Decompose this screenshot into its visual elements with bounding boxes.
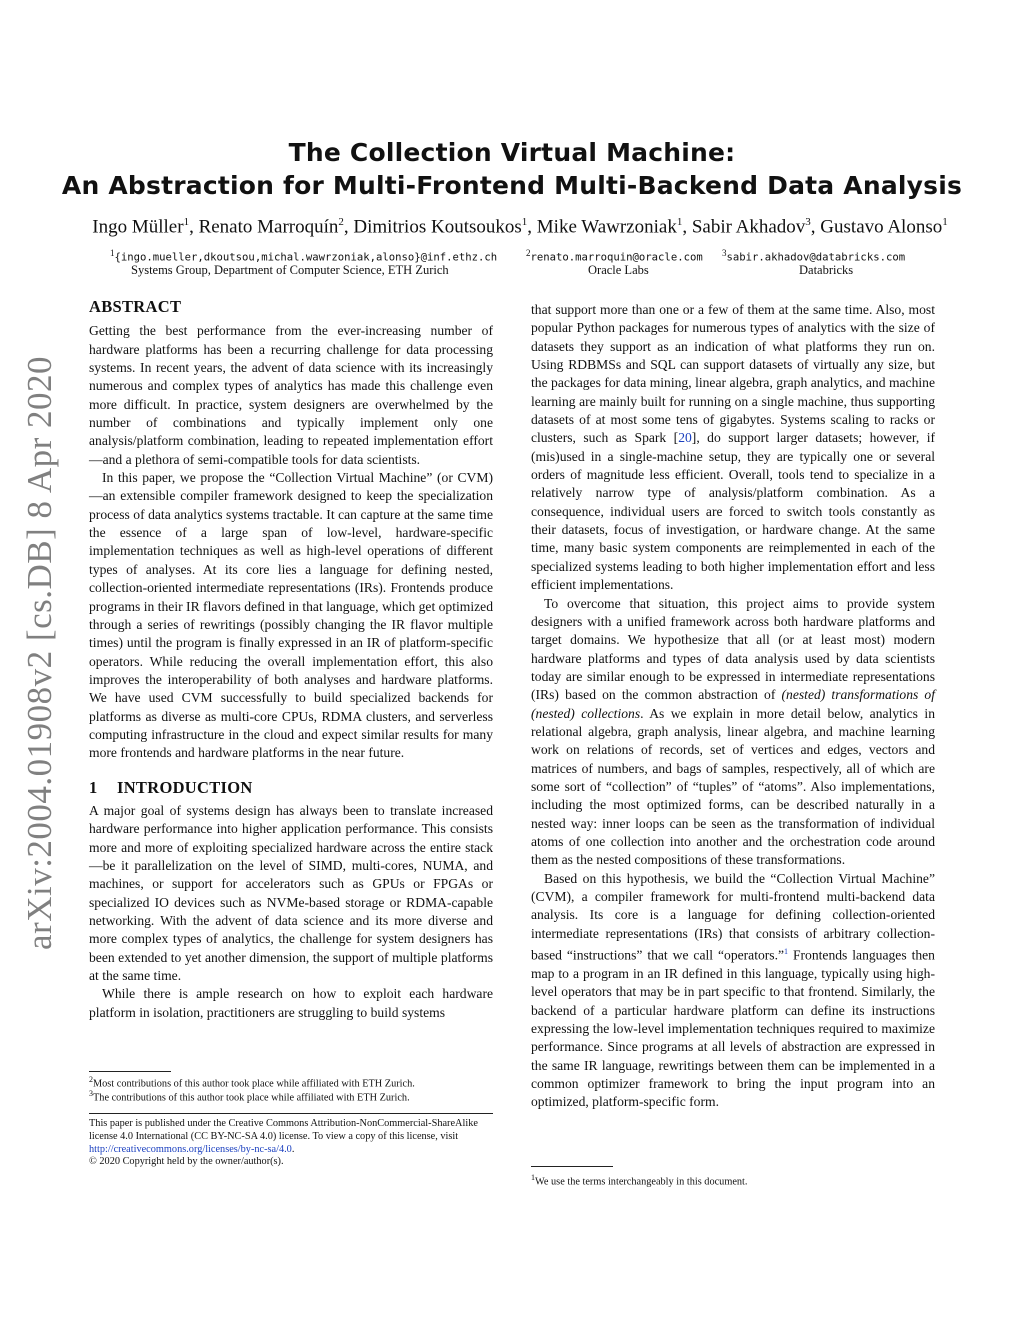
email-text: renato.marroquin@oracle.com: [530, 251, 703, 264]
section-title: INTRODUCTION: [117, 777, 253, 797]
affiliation-oracle: Oracle Labs: [588, 263, 649, 277]
email-text: {ingo.mueller,dkoutsou,michal.wawrzoniak,alonso}@inf.ethz.ch: [114, 251, 498, 264]
abstract-paragraph: Getting the best performance from the ever-increasing number of hardware platforms has been a recurring challenge for data processing systems. In recent years, the advent of data science with its increasingly numerous and complex types of analytics has made this challenge even more difficult. In practice, system designers are overwhelmed by the number of combinations and typically implement only one analysis/platform combination, leading to repeated implementation effort—and a plethora of semi-compatible tools for data scientists.: [89, 323, 493, 467]
copyright-text: © 2020 Copyright held by the owner/author(s).: [89, 1156, 284, 1168]
affiliation-databricks: Databricks: [799, 263, 854, 277]
footnote-text: Most contributions of this author took place while affiliated with ETH Zurich.: [93, 1078, 415, 1090]
author-mark: 1: [521, 216, 528, 228]
text-run: To overcome that situation, this project aims to provide system designers with a unified framework across both hardware platforms and target domains. We hypothesize that all (or at least most) modern hardware platforms and types of data analysis used by data scientists today are similar enough to be expressed in intermediate representations (IRs) based on the common abstraction of: [531, 595, 935, 703]
intro-paragraph: [531, 595, 935, 870]
affiliation-eth: Systems Group, Department of Computer Science, ETH Zurich: [131, 263, 449, 277]
author-mark: 3: [805, 216, 811, 228]
intro-heading: [89, 779, 493, 797]
intro-paragraph: A major goal of systems design has always been to translate increased hardware performance into higher application performance. This consists more and more of exploiting specialized hardware across the entire stack—be it parallelization on the level of SIMD, multi-cores, NUMA, and machines, or support for accelerators such as GPUs or FPGAs or specialized IO devices such as NVMe-based storage or RDMA-capable networking. With the advent of data science and its more diverse and more complex types of analytics, the challenge for system designers has been extended to yet another dimension, the support of multiple platforms at the same time.: [89, 802, 493, 984]
citation-link[interactable]: 20: [678, 430, 692, 446]
arxiv-stamp: arXiv:2004.01908v2 [cs.DB] 8 Apr 2020: [20, 355, 59, 950]
footnote-rule: [89, 1071, 171, 1072]
footnote-text: The contributions of this author took place while affiliated with ETH Zurich.: [93, 1092, 410, 1104]
license-link[interactable]: http://creativecommons.org/licenses/by-nc-sa/4.0: [89, 1143, 292, 1155]
text-run: ], do support larger datasets; however, if (mis)used in a single-machine setup, they are typically one or several orders of magnitude less efficient. Overall, tools tend to specialize in a relatively narrow type of analysis/platform combination. As a consequence, individual users are forced to switch tools constantly as their datasets, focus of investigation, or hardware change. At the same time, many basic system components are reimplemented in each of the specialized systems leading to both higher implementation effort and less efficient implementations.: [531, 430, 935, 593]
paper-title-line1: The Collection Virtual Machine:: [288, 138, 736, 167]
email-text: sabir.akhadov@databricks.com: [726, 251, 906, 264]
author-name: Sabir Akhadov: [691, 216, 806, 238]
footnote-mark: 2: [89, 1075, 93, 1084]
author-list: Ingo Müller$^1$, Renato Marroquín$^2$, Dimitrios Koutsoukos$^1$, Mike Wawrzoniak$^1$, Sabir Akhadov$^3$, Gustavo Alonso$^1$: [92, 216, 948, 238]
email-mark: 2: [526, 248, 531, 258]
email-databricks: [722, 248, 905, 264]
intro-paragraph: While there is ample research on how to exploit each hardware platform in isolation, practitioners are struggling to build systems: [89, 986, 493, 1020]
footnote-text: We use the terms interchangeably in this document.: [535, 1176, 748, 1188]
author-mark: 1: [942, 216, 948, 228]
author-name: Ingo Müller: [92, 216, 184, 238]
left-column: [89, 298, 493, 1022]
email-eth: [110, 248, 497, 264]
footnote-mark: 1: [531, 1173, 535, 1182]
email-oracle: [526, 248, 703, 264]
author-mark: 2: [338, 216, 344, 228]
license-block: [89, 1118, 499, 1169]
section-number: 1: [89, 777, 98, 797]
intro-paragraph: [531, 870, 935, 1112]
abstract-heading: ABSTRACT: [89, 297, 182, 316]
author-name: Dimitrios Koutsoukos: [353, 216, 522, 238]
license-rule: [89, 1113, 493, 1114]
abstract-paragraph: In this paper, we propose the “Collection Virtual Machine” (or CVM)—an extensible compiler framework designed to keep the specialization process of data analytics systems tractable. It can capture at the same time the essence of a large span of low-level, hardware-specific implementation techniques as well as high-level operations of different types of analyses. At its core lies a language for defining nested, collection-oriented intermediate representations (IRs). Frontends produce programs in their IR flavors defined in that language, which get optimized through a series of rewritings (possibly changing the IR flavor multiple times) until the program is finally expressed in an IR of platform-specific operators. While reducing the overall implementation effort, this also improves the interoperability of both analyses and hardware platforms. We have used CVM successfully to build specialized backends for platforms as diverse as multi-core CPUs, RDMA clusters, and serverless computing infrastructure in the cloud and expect similar results for many more frontends and hardware platforms in the near future.: [89, 470, 493, 761]
author-mark: 1: [183, 216, 190, 228]
footnote-1: [531, 1172, 935, 1189]
text-run: Frontends languages then map to a program in an IR defined in this language, typically using high-level operators that may be in part specific to that frontend. Similarly, the backend of a particular hardware platform can define its instructions expressing the low-level implementation techniques required to maximize performance. Since programs at all levels of abstraction are expressed in the same IR language, rewritings between them can be implemented in a common optimizer framework to bring the input program into an optimized, platform-specific form.: [531, 947, 935, 1110]
footnote-link[interactable]: 1: [784, 947, 789, 957]
author-name: Mike Wawrzoniak: [536, 216, 677, 238]
text-run: Based on this hypothesis, we build the “Collection Virtual Machine” (CVM), a compiler framework for multi-frontend multi-backend data analysis. Its core is a language for defining collection-oriented intermediate representations (IRs) that consists of arbitrary collection-based “instructions” that we call “operators.”: [531, 870, 935, 963]
right-column: [531, 301, 935, 1112]
license-text: This paper is published under the Creative Commons Attribution-NonCommercial-ShareAlike license 4.0 International (CC BY-NC-SA 4.0) license. To view a copy of this license, visit: [89, 1118, 478, 1142]
author-name: Gustavo Alonso: [820, 216, 943, 238]
footnote-mark: 3: [89, 1089, 93, 1098]
author-mark: 1: [676, 216, 683, 228]
author-name: Renato Marroquín: [198, 216, 339, 238]
email-mark: 3: [722, 248, 727, 258]
footnote-rule: [531, 1166, 613, 1167]
text-run: . As we explain in more detail below, analytics in relational algebra, graph analysis, linear algebra, and machine learning work on relations of records, set of vertices and edges, vectors and matrices of numbers, and bags of samples, respectively, all of which are some sort of “collection” of “tuples” of “atoms”. Also implementations, including the most optimized forms, can be described naturally in a nested way: inner loops can be seen as the transformation of individual atoms of one collection into another and the orchestration code around them as the nested compositions of these transformations.: [531, 705, 935, 868]
emphasis-text: (nested) transformations of (nested) collections: [531, 687, 935, 721]
intro-paragraph: [531, 301, 935, 595]
footnote-3: [89, 1088, 509, 1105]
paper-title-line2: An Abstraction for Multi-Frontend Multi-Backend Data Analysis: [61, 171, 963, 200]
text-run: that support more than one or a few of them at the same time. Also, most popular Python packages for numerous types of analytics with the size of datasets they support as an indication of what platforms they run on. Using RDBMSs and SQL can support datasets of virtually any size, but the packages for data mining, linear algebra, graph analytics, and machine learning are mainly built for running on a single machine, thus supporting datasets of at most some tens of gigabytes. Systems scaling to racks or clusters, such as Spark [: [531, 302, 935, 446]
license-end: .: [291, 1143, 295, 1155]
email-mark: 1: [110, 248, 115, 258]
